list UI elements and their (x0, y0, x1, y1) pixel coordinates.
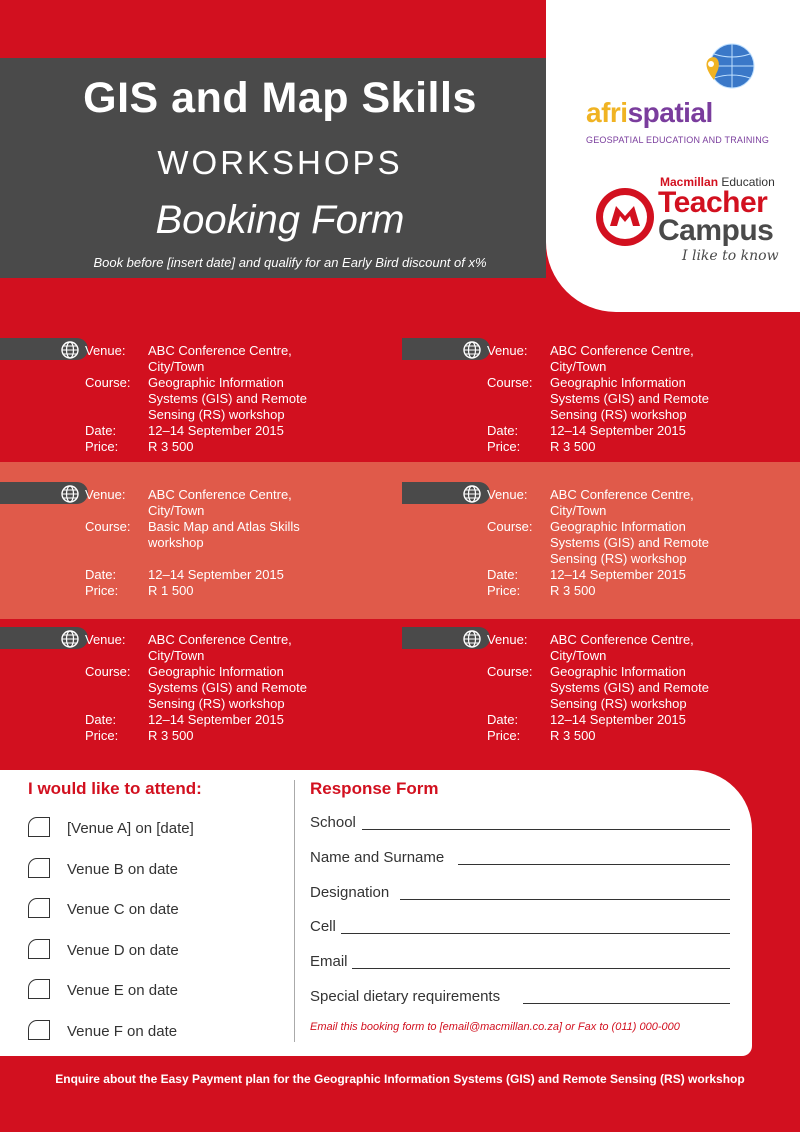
field-label: School (310, 814, 356, 831)
venue-tab (402, 627, 490, 649)
field-label: Special dietary requirements (310, 988, 501, 1005)
attend-option-label: Venue B on date (67, 860, 178, 878)
globe-icon (462, 629, 482, 649)
attend-option-label: Venue E on date (67, 982, 178, 1000)
venue-value: ABC Conference Centre, City/Town (550, 632, 694, 663)
attend-option-label: Venue D on date (67, 941, 179, 959)
price-label: Price: (487, 728, 521, 743)
macmillan-education-text: Macmillan Education (660, 175, 775, 189)
course-value: Basic Map and Atlas Skills workshop (148, 519, 300, 550)
date-value: 12–14 September 2015 (550, 712, 686, 727)
field-input-line[interactable] (352, 968, 730, 969)
globe-icon (462, 340, 482, 360)
venue-label: Venue: (487, 632, 528, 647)
attend-checkbox[interactable] (28, 858, 50, 878)
venue-value: ABC Conference Centre, City/Town (550, 487, 694, 518)
teacher-text: Teacher (658, 186, 768, 219)
price-label: Price: (85, 728, 119, 743)
attend-option-label: Venue C on date (67, 901, 179, 919)
campus-text: Campus (658, 214, 774, 247)
email-note: Email this booking form to [email@macmillan.co.za] or Fax to (011) 000-000 (310, 1021, 680, 1033)
attend-option-label: [Venue A] on [date] (67, 820, 194, 837)
venue-label: Venue: (85, 632, 126, 647)
globe-icon (60, 484, 80, 504)
date-value: 12–14 September 2015 (148, 712, 284, 727)
course-value: Geographic Information Systems (GIS) and Remote Sensing (RS) workshop (148, 375, 307, 422)
date-label: Date: (487, 712, 519, 727)
date-label: Date: (487, 567, 519, 582)
venue-label: Venue: (85, 343, 126, 358)
price-label: Price: (85, 439, 119, 454)
course-value: Geographic Information Systems (GIS) and Remote Sensing (RS) workshop (550, 375, 709, 422)
attend-option-label: Venue F on date (67, 1023, 178, 1040)
globe-icon (462, 484, 482, 504)
field-input-line[interactable] (341, 933, 730, 934)
course-label: Course: (85, 664, 131, 679)
price-value: R 3 500 (550, 439, 596, 454)
page-subtitle: WORKSHOPS (157, 144, 403, 181)
price-label: Price: (85, 583, 119, 598)
field-input-line[interactable] (362, 829, 730, 830)
venue-label: Venue: (487, 343, 528, 358)
form-title: Booking Form (155, 198, 405, 242)
logo-panel (546, 0, 800, 312)
field-label: Cell (310, 918, 336, 936)
date-value: 12–14 September 2015 (148, 423, 284, 438)
venue-label: Venue: (85, 487, 126, 502)
course-value: Geographic Information Systems (GIS) and Remote Sensing (RS) workshop (550, 519, 709, 566)
globe-icon (60, 340, 80, 360)
venue-label: Venue: (487, 487, 528, 502)
date-label: Date: (85, 423, 117, 438)
attend-checkbox[interactable] (28, 817, 50, 837)
price-label: Price: (487, 583, 521, 598)
attend-checkbox[interactable] (28, 1020, 50, 1040)
response-heading: Response Form (310, 779, 439, 798)
teacher-campus-logo-icon (594, 186, 656, 248)
date-label: Date: (487, 423, 519, 438)
price-value: R 3 500 (550, 583, 596, 598)
price-value: R 3 500 (550, 728, 596, 743)
price-value: R 1 500 (148, 583, 194, 598)
venue-tab (0, 482, 88, 504)
attend-heading: I would like to attend: (28, 779, 202, 798)
field-input-line[interactable] (400, 899, 730, 900)
field-label: Name and Surname (310, 848, 445, 866)
field-input-line[interactable] (523, 1003, 730, 1004)
price-value: R 3 500 (148, 439, 194, 454)
field-label: Designation (310, 883, 390, 901)
date-value: 12–14 September 2015 (550, 423, 686, 438)
afrispatial-tagline: GEOSPATIAL EDUCATION AND TRAINING (586, 135, 770, 145)
title-panel (0, 58, 546, 278)
field-label: Email (310, 953, 348, 971)
date-label: Date: (85, 712, 117, 727)
venue-tab (0, 338, 88, 360)
afrispatial-logo: afrispatial (586, 97, 713, 128)
course-value: Geographic Information Systems (GIS) and Remote Sensing (RS) workshop (550, 664, 709, 711)
price-label: Price: (487, 439, 521, 454)
date-value: 12–14 September 2015 (550, 567, 686, 582)
venue-tab (0, 627, 88, 649)
course-label: Course: (487, 664, 533, 679)
course-label: Course: (85, 519, 131, 534)
course-label: Course: (487, 375, 533, 390)
course-label: Course: (487, 519, 533, 534)
globe-logo-icon (696, 40, 758, 100)
course-value: Geographic Information Systems (GIS) and Remote Sensing (RS) workshop (148, 664, 307, 711)
attend-checkbox[interactable] (28, 979, 50, 999)
page-title: GIS and Map Skills (83, 74, 477, 122)
footer-note: Enquire about the Easy Payment plan for the Geographic Information Systems (GIS) and Remote Sensing (RS) workshop (55, 1072, 745, 1086)
attend-checkbox[interactable] (28, 939, 50, 959)
divider (294, 780, 295, 1042)
early-bird-note: Book before [insert date] and qualify for an Early Bird discount of x% (93, 255, 487, 270)
course-label: Course: (85, 375, 131, 390)
venue-value: ABC Conference Centre, City/Town (550, 343, 694, 374)
venue-tab (402, 482, 490, 504)
venue-value: ABC Conference Centre, City/Town (148, 343, 292, 374)
attend-checkbox[interactable] (28, 898, 50, 918)
campus-tagline: I like to know (682, 248, 779, 264)
globe-icon (60, 629, 80, 649)
field-input-line[interactable] (458, 864, 730, 865)
date-value: 12–14 September 2015 (148, 567, 284, 582)
date-label: Date: (85, 567, 117, 582)
venue-value: ABC Conference Centre, City/Town (148, 632, 292, 663)
venue-value: ABC Conference Centre, City/Town (148, 487, 292, 518)
price-value: R 3 500 (148, 728, 194, 743)
venue-tab (402, 338, 490, 360)
